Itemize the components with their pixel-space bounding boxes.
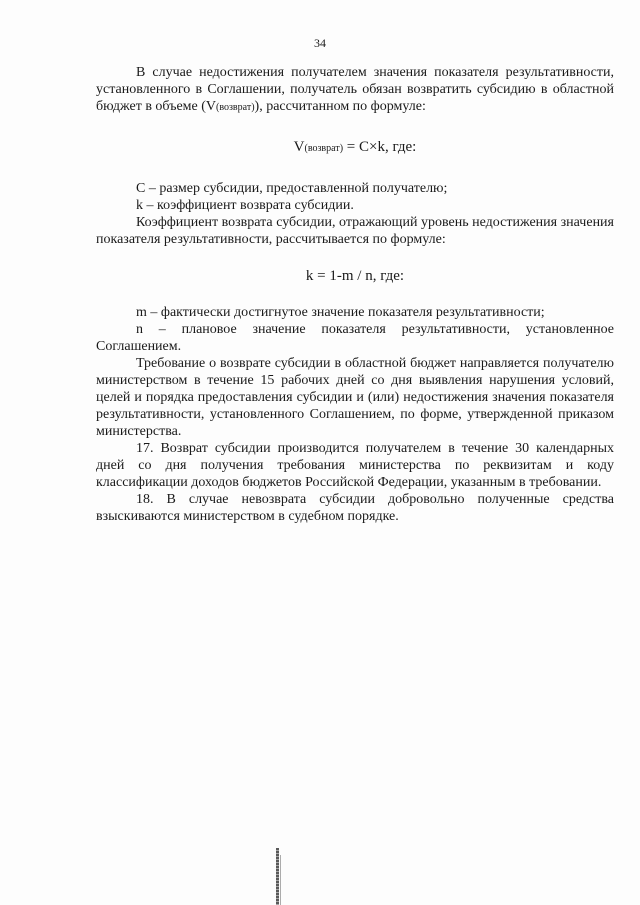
scan-fold-mark-thin <box>280 855 281 905</box>
document-body <box>96 64 614 525</box>
paragraph-18: 18. В случае невозврата субсидии добровольно полученные средства взыскиваются министерством в судебном порядке. <box>96 492 614 524</box>
paragraph-return-requirement: Требование о возврате субсидии в областной бюджет направляется получателю министерством в течение 15 рабочих дней со дня выявления нарушения условий, целей и порядка предоставления субсидии и (или) недостижения значения показателя результативности, установленного Соглашением, по форме, утвержденной приказом министерства. <box>96 356 614 439</box>
scan-fold-mark <box>276 848 279 905</box>
paragraph-return-condition-subscript: (возврат) <box>216 102 255 113</box>
paragraph-return-condition-text: В случае недостижения получателем значения показателя результативности, установленного в Соглашении, получатель обязан возвратить субсидию в областной бюджет в объеме (V <box>96 65 614 114</box>
formula-coefficient: k = 1-m / n, где: <box>305 268 405 284</box>
definition-n: n – плановое значение показателя результативности, установленное Соглашением. <box>96 322 614 354</box>
formula-return-volume-subscript: (возврат) <box>304 143 344 154</box>
definition-k: k – коэффициент возврата субсидии. <box>136 198 354 213</box>
formula-return-volume-rest: = C×k, где: <box>343 139 417 155</box>
paragraph-return-condition <box>96 64 614 116</box>
paragraph-return-condition-tail: ), рассчитанном по формуле: <box>254 99 426 114</box>
paragraph-coefficient: Коэффициент возврата субсидии, отражающий уровень недостижения значения показателя результативности, рассчитывается по формуле: <box>96 215 614 247</box>
paragraph-17: 17. Возврат субсидии производится получателем в течение 30 календарных дней со дня получения требования министерства по реквизитам и коду классификации доходов бюджетов Российской Федерации, указанным в требовании. <box>96 441 614 490</box>
definition-c: С – размер субсидии, предоставленной получателю; <box>136 181 448 196</box>
definition-m: m – фактически достигнутое значение показателя результативности; <box>136 305 545 320</box>
formula-return-volume <box>96 139 614 157</box>
formula-return-volume-v: V <box>293 139 305 155</box>
page-number: 34 <box>314 36 326 50</box>
